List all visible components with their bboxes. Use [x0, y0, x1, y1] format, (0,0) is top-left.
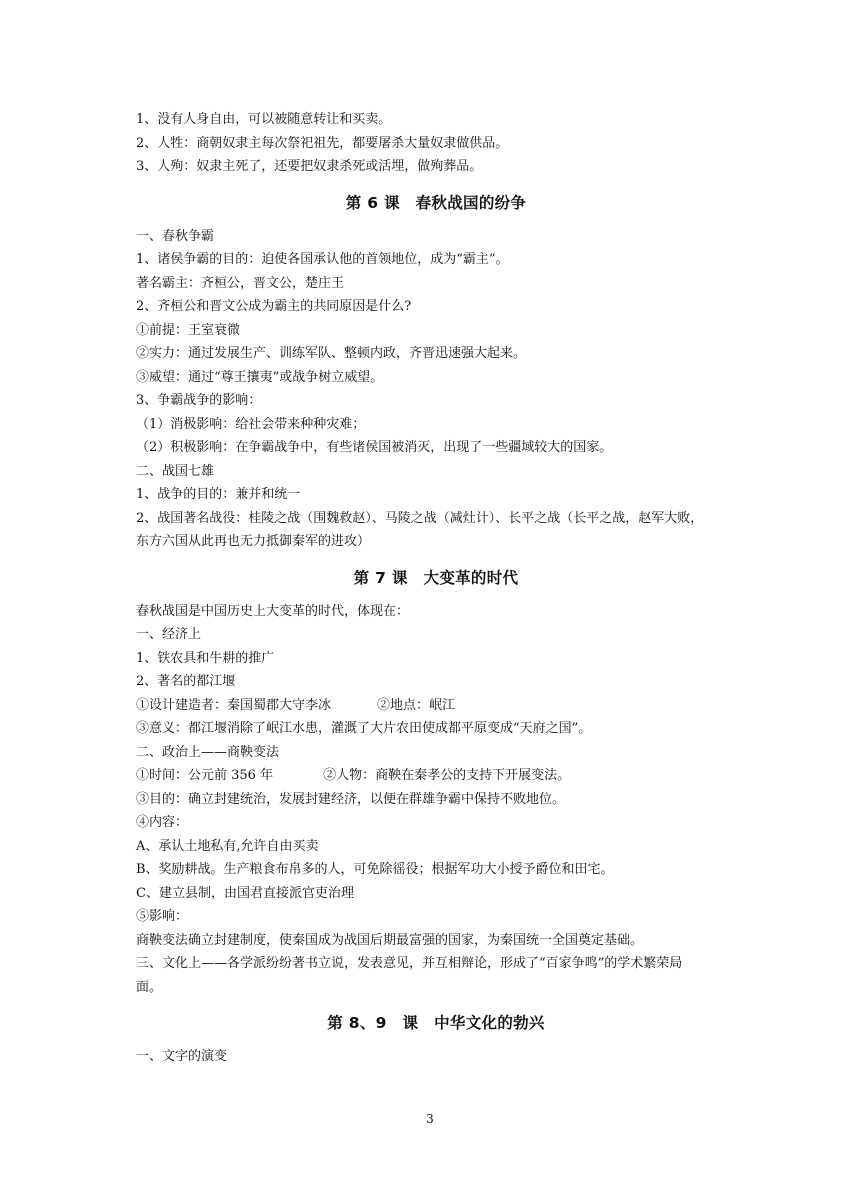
text-line: 东方六国从此再也无力抵御秦军的进攻）	[136, 534, 371, 549]
text-line: 春秋战国是中国历史上大变革的时代，体现在：	[136, 603, 410, 619]
text-line: 2、人牲：商朝奴隶主每次祭祀祖先，都要屠杀大量奴隶做供品。	[136, 135, 509, 151]
page-number: 3	[426, 1112, 434, 1126]
text-line: B、奖励耕战。生产粮食布帛多的人，可免除徭役；根据军功大小授予爵位和田宅。	[136, 862, 614, 877]
text-line: 二、战国七雄	[136, 463, 215, 479]
text-line: 3、人殉：奴隶主死了，还要把奴隶杀死或活埋，做殉葬品。	[136, 159, 483, 174]
text-line: 2、著名的都江堰	[136, 674, 236, 689]
text-line: ③威望：通过“尊王攘夷”或战争树立威望。	[136, 369, 384, 385]
text-line: ③目的：确立封建统治，发展封建经济，以便在群雄争霸中保持不败地位。	[136, 791, 566, 807]
text-line	[136, 764, 736, 788]
text-line: 1、诸侯争霸的目的：迫使各国承认他的首领地位，成为“霸主”。	[136, 252, 509, 267]
page-content	[136, 108, 736, 1069]
text-line: 1、战争的目的：兼并和统一	[136, 487, 301, 502]
text-line: 1、没有人身自由，可以被随意转让和买卖。	[136, 112, 392, 127]
text-line: ⑤影响：	[136, 909, 189, 924]
text-line: （2）积极影响：在争霸战争中，有些诸侯国被消灭，出现了一些疆域较大的国家。	[136, 440, 613, 455]
reform-time: ①时间：公元前 356 年	[136, 768, 274, 783]
dujiangyan-place: ②地点：岷江	[377, 697, 456, 713]
text-line: 2、战国著名战役：桂陵之战（围魏救赵）、马陵之战（减灶计）、长平之战（长平之战，赵军大败，	[136, 510, 704, 526]
text-line: 商鞅变法确立封建制度，使秦国成为战国后期最富强的国家，为秦国统一全国奠定基础。	[136, 932, 644, 948]
text-line: ④内容：	[136, 815, 189, 830]
lesson-6-heading: 第 6 课 春秋战国的纷争	[345, 193, 527, 212]
reform-person: ②人物：商鞅在秦孝公的支持下开展变法。	[323, 768, 571, 783]
text-line: 一、经济上	[136, 627, 202, 642]
text-line: ①前提：王室衰微	[136, 322, 241, 338]
text-line: 2、齐桓公和晋文公成为霸主的共同原因是什么?	[136, 299, 412, 314]
dujiangyan-builder: ①设计建造者：秦国蜀郡大守李冰	[136, 697, 332, 713]
text-line: 一、春秋争霸	[136, 228, 215, 244]
text-line: 1、铁农具和牛耕的推广	[136, 650, 275, 666]
text-line: ②实力：通过发展生产、训练军队、整顿内政，齐晋迅速强大起来。	[136, 346, 527, 361]
text-line: ③意义：都江堰消除了岷江水患，灌溉了大片农田使成都平原变成“天府之国”。	[136, 721, 592, 736]
text-line: C、建立县制，由国君直接派官吏治理	[136, 885, 354, 901]
text-line: 面。	[136, 979, 163, 995]
text-line: 一、文字的演变	[136, 1049, 228, 1064]
lesson-7-heading: 第 7 课 大变革的时代	[353, 568, 519, 587]
lesson-8-9-heading: 第 8、9 课 中华文化的勃兴	[327, 1014, 545, 1032]
text-line	[136, 694, 736, 718]
text-line: （1）消极影响：给社会带来种种灾难；	[136, 416, 366, 432]
text-line: A、承认土地私有,允许自由买卖	[136, 838, 319, 854]
text-line: 3、争霸战争的影响：	[136, 393, 262, 408]
text-line: 二、政治上——商鞅变法	[136, 744, 280, 760]
text-line: 三、文化上——各学派纷纷著书立说，发表意见，并互相辩论，形成了“百家争鸣”的学术繁荣局	[136, 956, 683, 971]
text-line: 著名霸主：齐桓公，晋文公，楚庄王	[136, 275, 345, 291]
